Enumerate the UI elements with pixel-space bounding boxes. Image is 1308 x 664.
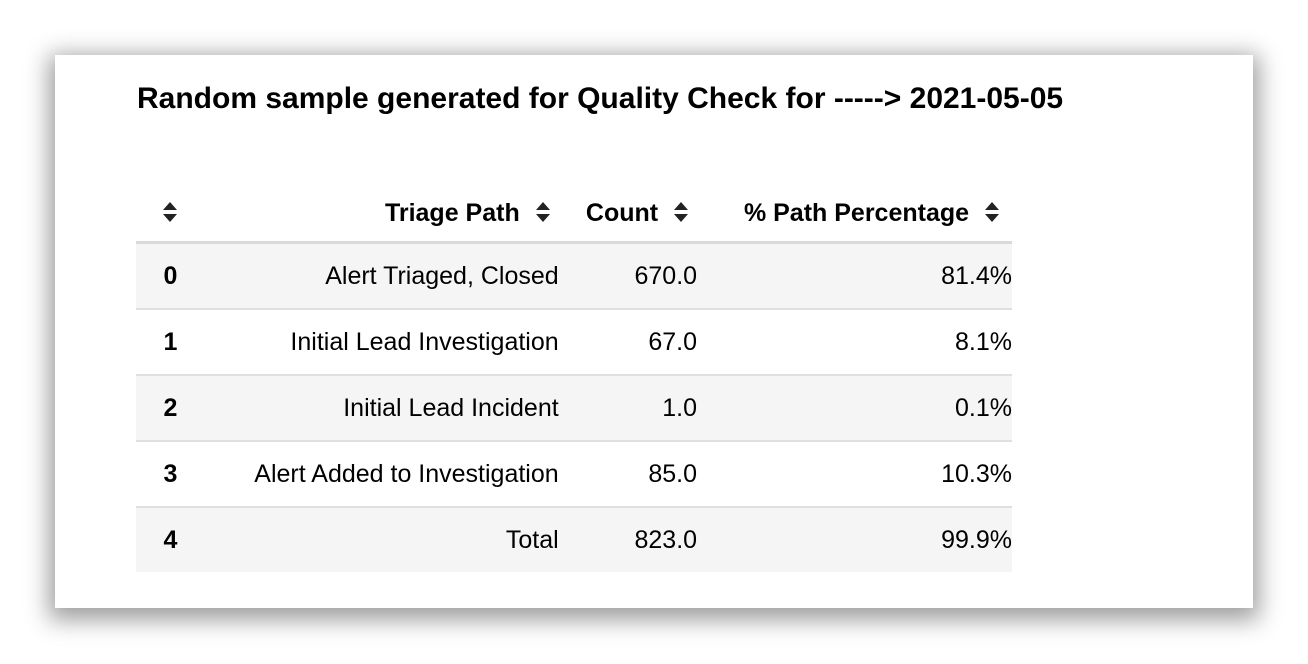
cell-path-percentage: 81.4% <box>941 261 1012 290</box>
cell-count: 670.0 <box>634 261 698 290</box>
index-column-header[interactable] <box>136 185 205 243</box>
cell-path-percentage: 8.1% <box>955 327 1012 356</box>
cell-path-percentage: 0.1% <box>955 393 1012 422</box>
row-index: 0 <box>163 261 178 290</box>
row-index: 3 <box>163 459 178 488</box>
table-row <box>136 375 1012 441</box>
cell-path-percentage: 99.9% <box>941 525 1012 554</box>
column-header-label: % Path Percentage <box>743 198 970 227</box>
cell-count: 823.0 <box>634 525 698 554</box>
cell-count: 67.0 <box>648 327 698 356</box>
sort-updown-icon[interactable] <box>535 201 551 223</box>
row-index: 2 <box>163 393 178 422</box>
cell-triage-path: Alert Triaged, Closed <box>325 261 559 290</box>
column-header-label: Triage Path <box>384 198 520 227</box>
table-row <box>136 243 1012 310</box>
table-header-row <box>136 185 1012 243</box>
page-title: Random sample generated for Quality Check for -----> 2021-05-05 <box>137 82 1064 115</box>
column-header-path-percentage[interactable] <box>697 185 1012 243</box>
cell-path-percentage: 10.3% <box>941 459 1012 488</box>
cell-triage-path: Initial Lead Incident <box>343 393 559 422</box>
cell-triage-path: Alert Added to Investigation <box>254 459 559 488</box>
row-index: 1 <box>163 327 178 356</box>
cell-triage-path: Total <box>505 525 559 554</box>
table-row <box>136 441 1012 507</box>
sort-updown-icon[interactable] <box>673 201 689 223</box>
table-row <box>136 507 1012 572</box>
column-header-label: Count <box>585 198 659 227</box>
cell-count: 1.0 <box>662 393 698 422</box>
notebook-output-card <box>55 55 1253 608</box>
column-header-count[interactable] <box>559 185 697 243</box>
cell-triage-path: Initial Lead Investigation <box>290 327 559 356</box>
table-row <box>136 309 1012 375</box>
sort-updown-icon[interactable] <box>162 201 178 223</box>
sort-updown-icon[interactable] <box>984 201 1000 223</box>
cell-count: 85.0 <box>648 459 698 488</box>
data-table <box>136 185 1012 572</box>
column-header-triage-path[interactable] <box>205 185 559 243</box>
row-index: 4 <box>163 525 178 554</box>
